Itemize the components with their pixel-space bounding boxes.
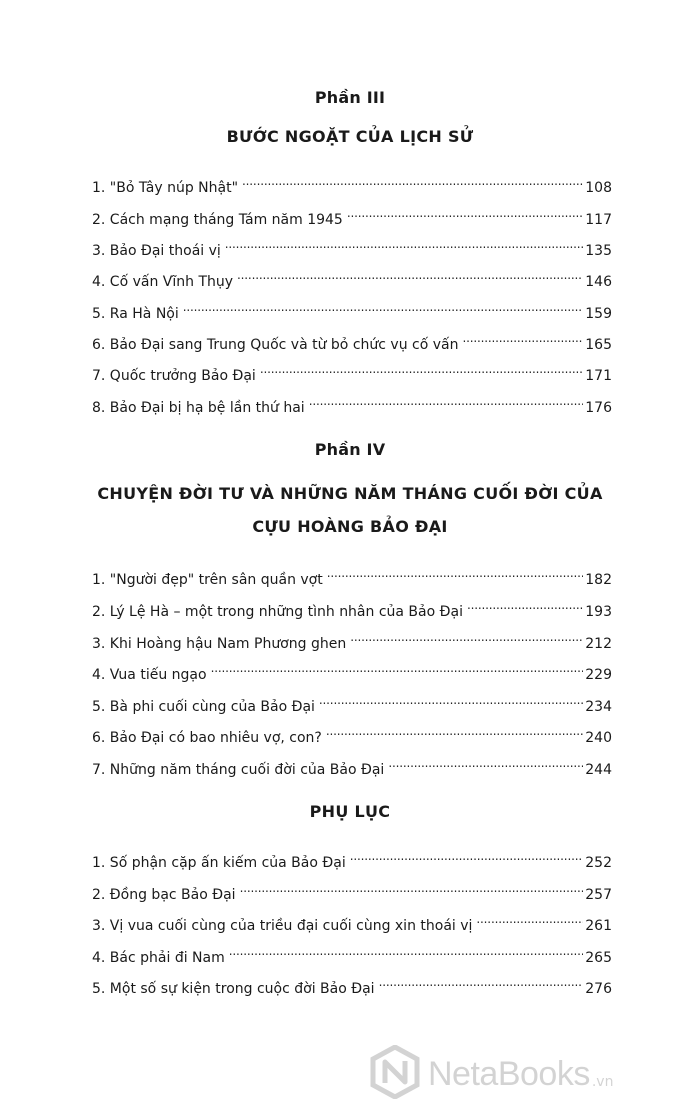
toc-entry-page: 171 bbox=[585, 368, 612, 384]
toc-entry-page: 244 bbox=[585, 762, 612, 778]
toc-entry-page: 212 bbox=[585, 636, 612, 652]
toc-entry-page: 193 bbox=[585, 604, 612, 620]
toc-leader-dots bbox=[388, 752, 583, 774]
toc-entry-text: 2. Lý Lệ Hà – một trong những tình nhân của Bảo Đại bbox=[92, 604, 463, 620]
part-4-title-line-1: CHUYỆN ĐỜI TƯ VÀ NHỮNG NĂM THÁNG CUỐI ĐỜI CỦA bbox=[97, 484, 603, 503]
toc-leader-dots bbox=[183, 296, 584, 318]
netabooks-logo-icon bbox=[370, 1045, 420, 1103]
toc-entry-text: 6. Bảo Đại sang Trung Quốc và từ bỏ chức vụ cố vấn bbox=[92, 337, 459, 353]
toc-entry-page: 146 bbox=[585, 274, 612, 290]
toc-entry-text: 2. Đồng bạc Bảo Đại bbox=[92, 887, 236, 903]
toc-entry-page: 176 bbox=[585, 400, 612, 416]
toc-entry-page: 240 bbox=[585, 730, 612, 746]
watermark-suffix: .vn bbox=[591, 1074, 614, 1090]
toc-entry-text: 7. Quốc trưởng Bảo Đại bbox=[92, 368, 256, 384]
part-4-label: Phần IV bbox=[314, 440, 386, 459]
toc-entry[interactable] bbox=[92, 940, 612, 966]
part-4-title-line-2: CỰU HOÀNG BẢO ĐẠI bbox=[252, 517, 448, 536]
toc-entry[interactable] bbox=[92, 594, 612, 620]
toc-entry[interactable] bbox=[92, 657, 612, 683]
toc-entry-page: 261 bbox=[585, 918, 612, 934]
toc-leader-dots bbox=[309, 390, 584, 412]
toc-entry-text: 6. Bảo Đại có bao nhiêu vợ, con? bbox=[92, 730, 322, 746]
part-3-title: BƯỚC NGOẶT CỦA LỊCH SỬ bbox=[226, 127, 474, 146]
toc-leader-dots bbox=[260, 358, 583, 380]
toc-entry-page: 276 bbox=[585, 981, 612, 997]
toc-entry-text: 1. "Bỏ Tây núp Nhật" bbox=[92, 180, 239, 196]
netabooks-watermark bbox=[370, 1046, 690, 1102]
watermark-brand: NetaBooks bbox=[428, 1054, 590, 1093]
toc-leader-dots bbox=[379, 971, 584, 993]
toc-entry[interactable] bbox=[92, 202, 612, 228]
toc-entry-text: 3. Vị vua cuối cùng của triều đại cuối cùng xin thoái vị bbox=[92, 918, 473, 934]
toc-entry-page: 252 bbox=[585, 855, 612, 871]
toc-entry-text: 1. "Người đẹp" trên sân quần vợt bbox=[92, 572, 323, 588]
toc-entry[interactable] bbox=[92, 720, 612, 746]
toc-entry[interactable] bbox=[92, 296, 612, 322]
toc-leader-dots bbox=[462, 327, 583, 349]
toc-entry-text: 5. Một số sự kiện trong cuộc đời Bảo Đại bbox=[92, 981, 375, 997]
toc-leader-dots bbox=[242, 170, 583, 192]
toc-leader-dots bbox=[225, 233, 583, 255]
toc-entry[interactable] bbox=[92, 327, 612, 353]
toc-leader-dots bbox=[240, 877, 584, 899]
toc-entry-page: 117 bbox=[585, 212, 612, 228]
toc-entry[interactable] bbox=[92, 358, 612, 384]
toc-leader-dots bbox=[476, 908, 583, 930]
toc-entry-text: 7. Những năm tháng cuối đời của Bảo Đại bbox=[92, 762, 385, 778]
toc-entry-page: 159 bbox=[585, 306, 612, 322]
toc-entry[interactable] bbox=[92, 626, 612, 652]
toc-entry-text: 2. Cách mạng tháng Tám năm 1945 bbox=[92, 212, 343, 228]
toc-entry[interactable] bbox=[92, 390, 612, 416]
appendix-title: PHỤ LỤC bbox=[309, 802, 391, 821]
toc-entry-text: 5. Ra Hà Nội bbox=[92, 306, 179, 322]
toc-leader-dots bbox=[229, 940, 584, 962]
toc-entry-page: 182 bbox=[585, 572, 612, 588]
toc-entry-text: 8. Bảo Đại bị hạ bệ lần thứ hai bbox=[92, 400, 305, 416]
toc-entry-page: 265 bbox=[585, 950, 612, 966]
toc-entry[interactable] bbox=[92, 877, 612, 903]
toc-entry-text: 4. Cố vấn Vĩnh Thụy bbox=[92, 274, 234, 290]
toc-entry-text: 4. Vua tiếu ngạo bbox=[92, 667, 207, 683]
toc-entry[interactable] bbox=[92, 233, 612, 259]
toc-leader-dots bbox=[211, 657, 584, 679]
toc-leader-dots bbox=[319, 689, 583, 711]
toc-entry-text: 3. Khi Hoàng hậu Nam Phương ghen bbox=[92, 636, 347, 652]
toc-leader-dots bbox=[350, 845, 584, 867]
toc-entry-page: 257 bbox=[585, 887, 612, 903]
toc-leader-dots bbox=[467, 594, 583, 616]
toc-leader-dots bbox=[350, 626, 583, 648]
toc-entry-page: 229 bbox=[585, 667, 612, 683]
toc-entry[interactable] bbox=[92, 908, 612, 934]
toc-leader-dots bbox=[347, 202, 583, 224]
toc-leader-dots bbox=[327, 562, 584, 584]
toc-entry-page: 165 bbox=[585, 337, 612, 353]
part-3-label: Phần III bbox=[314, 88, 386, 107]
toc-entry[interactable] bbox=[92, 562, 612, 588]
toc-entry-text: 4. Bác phải đi Nam bbox=[92, 950, 225, 966]
toc-entry[interactable] bbox=[92, 845, 612, 871]
toc-entry[interactable] bbox=[92, 971, 612, 997]
toc-entry-page: 234 bbox=[585, 699, 612, 715]
toc-leader-dots bbox=[237, 264, 583, 286]
toc-entry[interactable] bbox=[92, 752, 612, 778]
toc-entry-page: 135 bbox=[585, 243, 612, 259]
toc-entry-text: 5. Bà phi cuối cùng của Bảo Đại bbox=[92, 699, 315, 715]
toc-leader-dots bbox=[326, 720, 583, 742]
toc-entry[interactable] bbox=[92, 170, 612, 196]
toc-entry-page: 108 bbox=[585, 180, 612, 196]
toc-entry[interactable] bbox=[92, 689, 612, 715]
toc-entry-text: 3. Bảo Đại thoái vị bbox=[92, 243, 221, 259]
toc-entry[interactable] bbox=[92, 264, 612, 290]
toc-entry-text: 1. Số phận cặp ấn kiếm của Bảo Đại bbox=[92, 855, 346, 871]
